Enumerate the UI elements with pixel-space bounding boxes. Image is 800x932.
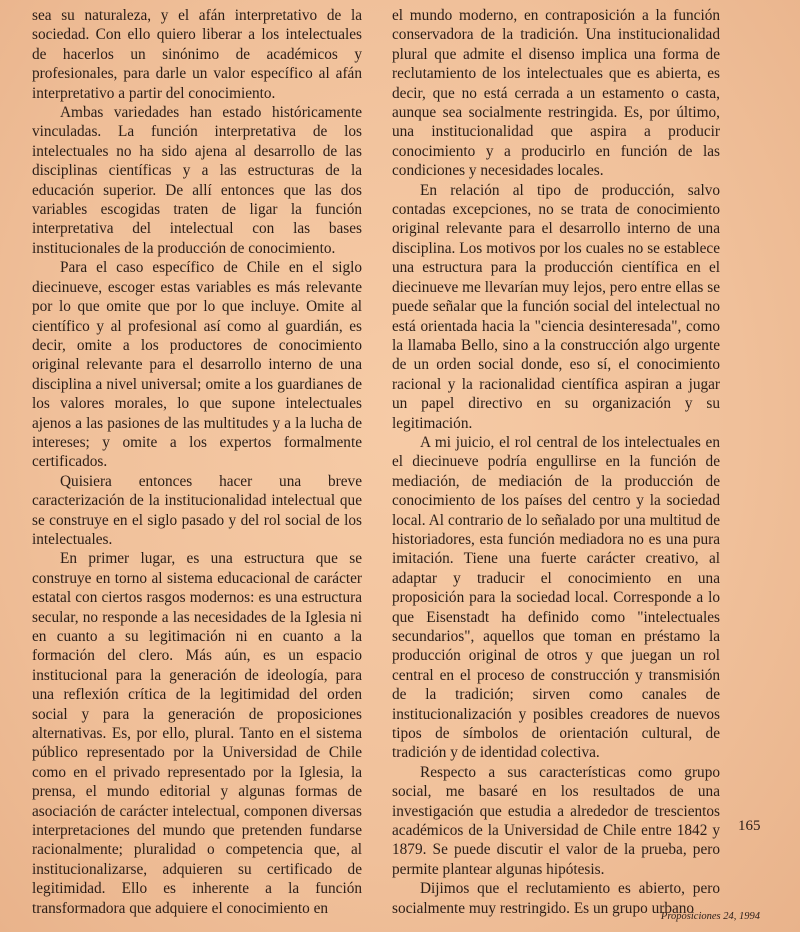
paragraph: En primer lugar, es una estructura que se construye en torno al sistema educacional de carácter estatal con ciertos rasgos modernos: es una estructura secular, no responde a las necesidades de la Iglesia ni en cuanto a su legitimación ni en cuanto a la formación del clero. Más aún, es un espacio institucional para la generación de ideología, para una reflexión crítica de la legitimidad del orden social y para la generación de proposiciones alternativas. Es, por ello, plural. Tanto en el sistema público representado por la Universidad de Chile como en el privado representado por la Iglesia, la prensa, el mundo editorial y algunas formas de asociación de carácter intelectual, componen diversas interpretaciones del mundo que pretenden fundarse racionalmente; pluralidad o competencia que, al institucionalizarse, adquieren su certificado de legitimidad. Ello es inherente a la función transformadora que adquiere el conocimiento en	[32, 550, 362, 917]
footer-citation: Proposiciones 24, 1994	[660, 911, 760, 922]
paragraph: Ambas variedades han estado históricamente vinculadas. La función interpretativa de los intelectuales no ha sido ajena al desarrollo de las disciplinas científicas y a las estructuras de la educación superior. De allí entonces que las dos variables escogidas traten de ligar la función interpretativa del intelectual con las bases institucionales de la producción de conocimiento.	[32, 104, 362, 257]
paragraph: Dijimos que el reclutamiento es abierto, pero socialmente muy restringido. Es un grupo urbano	[392, 880, 720, 917]
paragraph: Respecto a sus características como grupo social, me basaré en los resultados de una investigación que estudia a alrededor de trescientos académicos de la Universidad de Chile entre 1842 y 1879. Se puede discutir el valor de la prueba, pero permite plantear algunas hipótesis.	[392, 763, 720, 878]
paragraph: Quisiera entonces hacer una breve caracterización de la institucionalidad intelectual que se construye en el siglo pasado y del rol social de los intelectuales.	[32, 472, 362, 548]
left-text-column	[32, 6, 362, 918]
right-text-column	[392, 6, 720, 918]
paragraph: sea su naturaleza, y el afán interpretativo de la sociedad. Con ello quiero liberar a los intelectuales de hacerlos un sinónimo de académicos y profesionales, para darle un valor específico al afán interpretativo a partir del conocimiento.	[32, 7, 362, 102]
paragraph: En relación al tipo de producción, salvo contadas excepciones, no se trata de conocimiento original relevante para el desarrollo interno de una disciplina. Los motivos por los cuales no se establece una estructura para la producción científica en el diecinueve me llevarían muy lejos, pero entre ellas se puede señalar que la función social del intelectual no está orientada hacia la "ciencia desinteresada", como la llamaba Bello, sino a la construcción algo urgente de un orden social donde, eso sí, el conocimiento racional y la racionalidad científica aspiran a jugar un papel directivo en su organización y su legitimación.	[392, 181, 720, 432]
page-number: 165	[738, 818, 761, 834]
paragraph: Para el caso específico de Chile en el siglo diecinueve, escoger estas variables es más relevante por lo que omite que por lo que incluye. Omite al científico y al profesional así como al guardián, es decir, omite a los productores de conocimiento original relevante para el desarrollo interno de una disciplina a nivel universal; omite a los guardianes de los valores morales, lo que supone intelectuales ajenos a las pasiones de las multitudes y a la lucha de intereses; y omite a los expertos formalmente certificados.	[32, 259, 362, 471]
paragraph: A mi juicio, el rol central de los intelectuales en el diecinueve podría engullirse en la función de mediación, de mediación de la producción de conocimiento de los países del centro y la sociedad local. Al contrario de lo señalado por una multitud de historiadores, esta función mediadora no es una pura imitación. Tiene una fuerte carácter creativo, al adaptar y traducir el conocimiento en una proposición para la sociedad local. Corresponde a lo que Eisenstadt ha definido como "intelectuales secundarios", aquellos que toman en préstamo la producción original de otros y que juegan un rol central en el proceso de construcción y transmisión de la tradición; sirven como canales de institucionalización y posibles creadores de nuevos tipos de símbolos de orientación cultural, de tradición y de identidad colectiva.	[392, 433, 720, 762]
paragraph: el mundo moderno, en contraposición a la función conservadora de la tradición. Una institucionalidad plural que admite el disenso implica una forma de reclutamiento de los intelectuales que es abierta, es decir, que no está cerrada a un estamento o casta, aunque sea socialmente restringida. Es, por último, una institucionalidad que aspira a producir conocimiento y a producirlo en función de las condiciones y necesidades locales.	[392, 7, 720, 180]
